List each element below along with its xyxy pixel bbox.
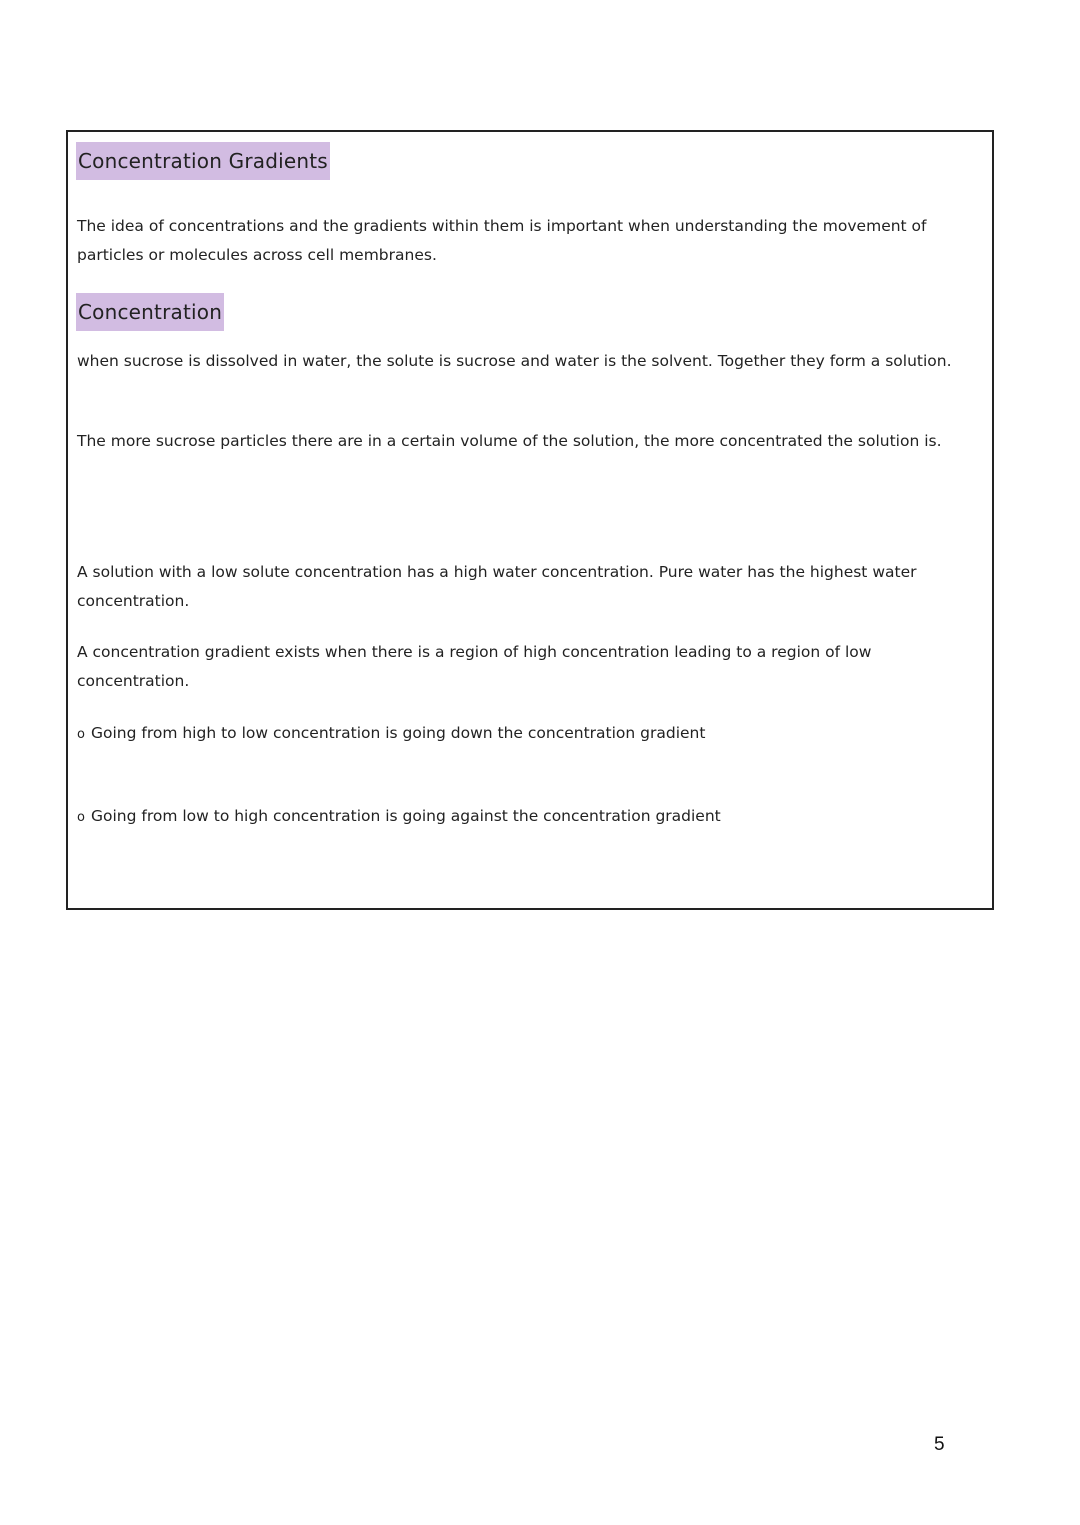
subheading-concentration: Concentration: [76, 293, 224, 331]
bullet-icon: o: [77, 727, 85, 742]
paragraph-solution: when sucrose is dissolved in water, the solute is sucrose and water is the solvent. Together they form a solution.: [77, 352, 952, 370]
bullet-icon: o: [77, 810, 85, 825]
intro-paragraph: The idea of concentrations and the gradients within them is important when understanding the movement of particles or molecules across cell membranes.: [77, 217, 927, 264]
section-title: Concentration Gradients: [76, 142, 330, 180]
bullet-text-down-gradient: Going from high to low concentration is going down the concentration gradient: [90, 724, 706, 742]
list-item: [77, 802, 721, 832]
list-item: [77, 719, 705, 749]
page-number: 5: [934, 1434, 945, 1455]
paragraph-gradient-definition: A concentration gradient exists when there is a region of high concentration leading to a region of low concentration.: [77, 643, 872, 690]
paragraph-water-concentration: A solution with a low solute concentration has a high water concentration. Pure water has the highest water concentration.: [77, 563, 917, 610]
paragraph-concentrated: The more sucrose particles there are in a certain volume of the solution, the more concentrated the solution is.: [77, 432, 942, 450]
bullet-text-against-gradient: Going from low to high concentration is going against the concentration gradient: [90, 807, 721, 825]
content-box: [66, 130, 994, 910]
